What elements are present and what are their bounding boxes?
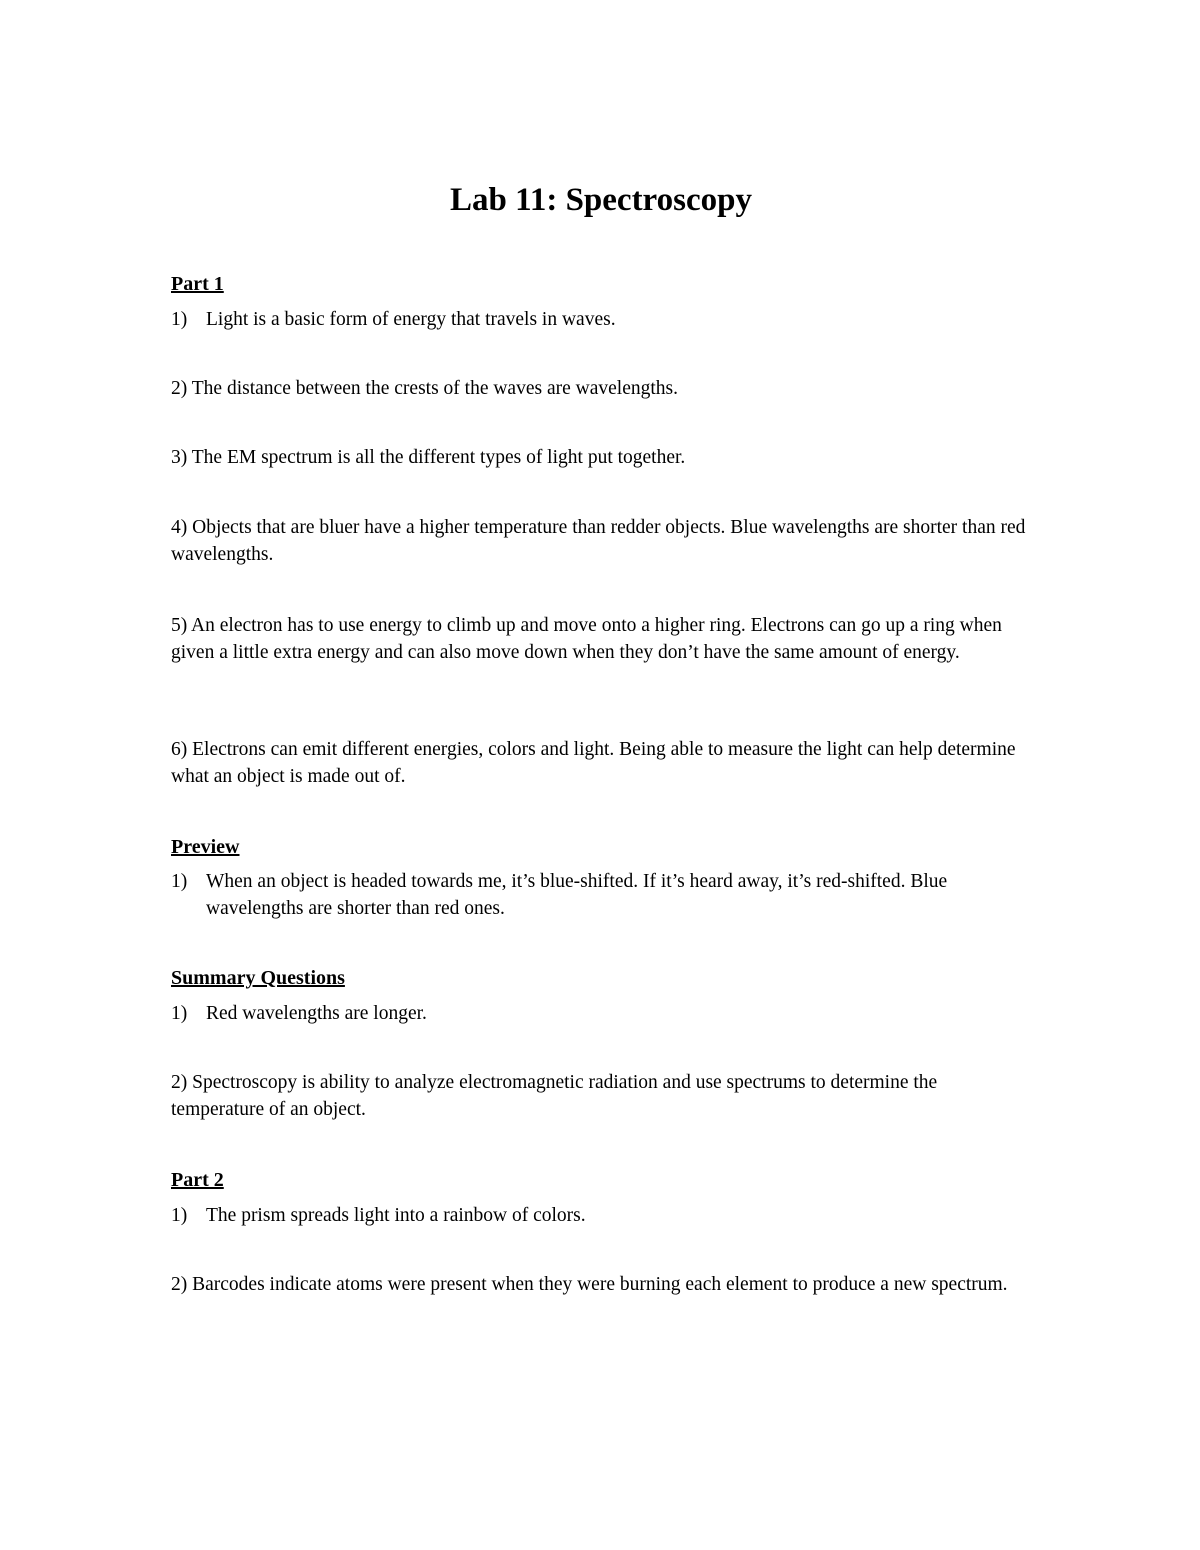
paragraph: 5) An electron has to use energy to climb up and move onto a higher ring. Electrons can go up a ring when given a little extra energy and can also move down when they don’t have the same amount of energy. [171, 615, 1002, 663]
list-item-text: When an object is headed towards me, it’s blue-shifted. If it’s heard away, it’s red-shifted. Blue wavelengths are shorter than red ones. [206, 871, 948, 919]
page-title: Lab 11: Spectroscopy [450, 182, 752, 218]
list-item [171, 1202, 1031, 1229]
list-item-number: 1) [171, 309, 188, 330]
paragraph: 2) Spectroscopy is ability to analyze electromagnetic radiation and use spectrums to determine the temperature of an object. [171, 1072, 938, 1120]
list-item [171, 1000, 1031, 1027]
list-item [171, 868, 1031, 922]
paragraph: 2) Barcodes indicate atoms were present when they were burning each element to produce a new spectrum. [171, 1274, 1008, 1295]
paragraph: 3) The EM spectrum is all the different types of light put together. [171, 447, 686, 468]
section-heading-preview: Preview [171, 836, 240, 858]
list-item-number: 1) [171, 1003, 188, 1024]
list-item [171, 306, 1031, 333]
list-item-number: 1) [171, 1205, 188, 1226]
paragraph: 4) Objects that are bluer have a higher temperature than redder objects. Blue wavelengths are shorter than red wavelengths. [171, 517, 1026, 565]
list-item-number: 1) [171, 871, 188, 892]
list-item-text: The prism spreads light into a rainbow of colors. [206, 1205, 586, 1226]
list-item-text: Red wavelengths are longer. [206, 1003, 427, 1024]
section-heading-part-2: Part 2 [171, 1169, 224, 1191]
list-item-text: Light is a basic form of energy that travels in waves. [206, 309, 616, 330]
paragraph: 2) The distance between the crests of the waves are wavelengths. [171, 378, 678, 399]
section-heading-part-1: Part 1 [171, 273, 224, 295]
paragraph: 6) Electrons can emit different energies, colors and light. Being able to measure the light can help determine what an object is made out of. [171, 739, 1016, 787]
section-heading-summary-questions: Summary Questions [171, 967, 345, 989]
